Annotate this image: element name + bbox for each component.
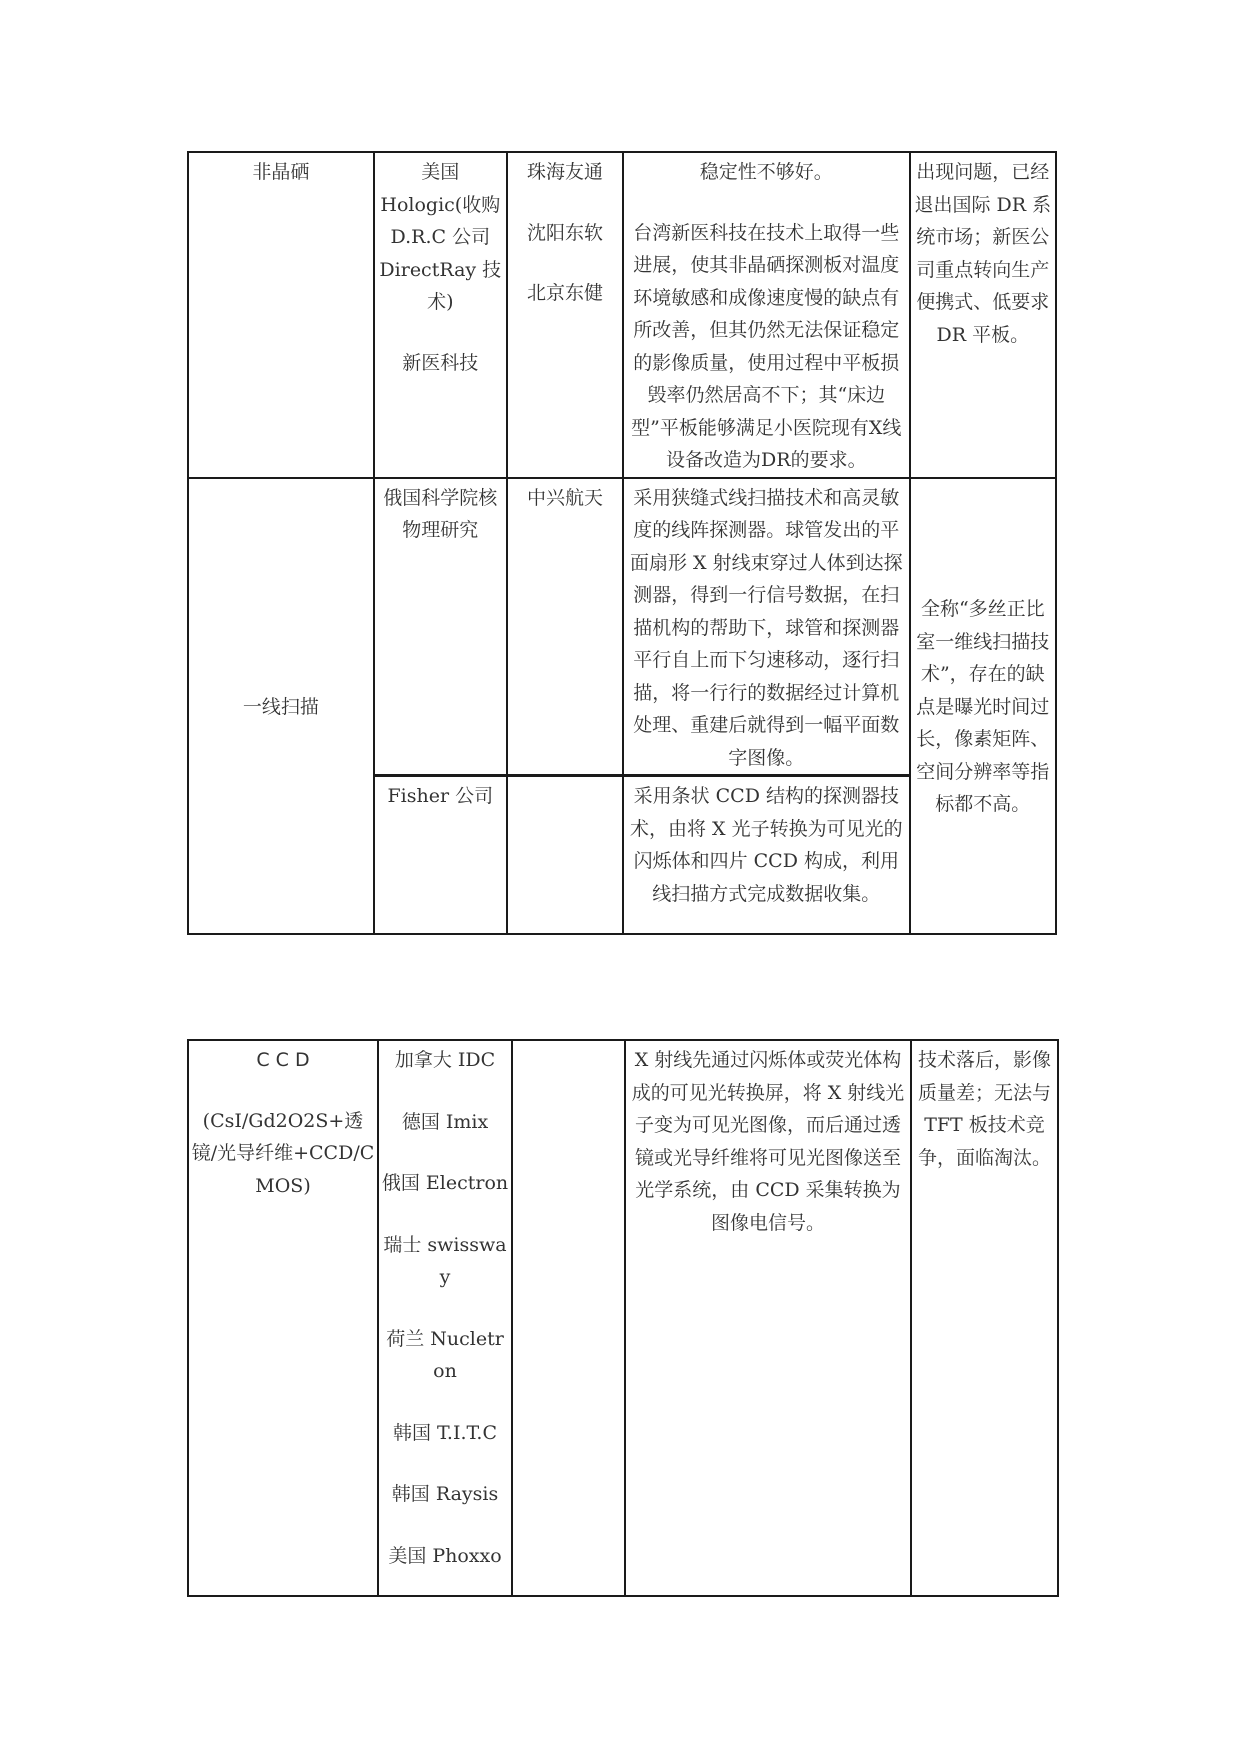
type-label: C C D — [256, 1049, 310, 1071]
type-label: 非晶硒 — [252, 161, 310, 183]
company-name: 俄国科学院核物理研究 — [383, 486, 498, 541]
description-paragraph: X 射线先通过闪烁体或荧光体构成的可见光转换屏，将 X 射线光子变为可见光图像，而后通过透镜或光导纤维将可见光图像送至光学系统，由 CCD 采集转换为图像电信号。 — [631, 1049, 905, 1234]
company-line: 术) — [427, 291, 454, 313]
type-label: 一线扫描 — [242, 695, 319, 718]
detector-table-2 — [187, 1039, 1059, 1597]
company-name: 美国 Phoxxo — [388, 1544, 502, 1567]
domestic-company: 中兴航天 — [526, 486, 603, 509]
remark-text: 技术落后，影像质量差；无法与 TFT 板技术竞争，面临淘汰。 — [917, 1049, 1051, 1169]
domestic-company: 珠海友通 — [526, 161, 603, 183]
spacer — [377, 319, 504, 347]
remark-cell — [910, 478, 1056, 934]
table-row — [188, 1040, 1058, 1596]
remark-text: 出现问题，已经退出国际 DR 系统市场；新医公司重点转向生产便携式、低要求 DR 平板。 — [914, 161, 1052, 346]
description-cell — [623, 776, 910, 934]
description-paragraph: 台湾新医科技在技术上取得一些进展，使其非晶硒探测板对温度环境敏感和成像速度慢的缺点有所改善，但其仍然无法保证稳定的影像质量，使用过程中平板损毁率仍然居高不下；其“床边型”平板能够满足小医院现有X线设备改造为DR的要求。 — [631, 221, 902, 471]
description-line: 稳定性不够好。 — [699, 161, 833, 183]
company-name: 韩国 T.I.T.C — [393, 1421, 497, 1444]
company-name: 俄国 Electron — [381, 1172, 509, 1194]
description-cell — [623, 478, 910, 776]
company-name: 瑞士 swissway — [383, 1233, 507, 1288]
domestic-cell — [512, 1040, 625, 1596]
remark-cell — [910, 152, 1056, 478]
spacer — [191, 1077, 375, 1105]
remark-cell — [911, 1040, 1058, 1596]
company-line: Hologic(收购 — [380, 193, 501, 216]
company-line: 美国 — [421, 161, 460, 183]
domestic-cell — [507, 478, 623, 776]
company-cell — [374, 152, 507, 478]
type-cell — [188, 1040, 378, 1596]
description-cell — [623, 152, 910, 478]
domestic-company: 北京东健 — [526, 282, 603, 304]
company-name: 荷兰 Nucletron — [386, 1327, 504, 1382]
table-row — [188, 152, 1056, 478]
description-paragraph: 采用条状 CCD 结构的探测器技术，由将 X 光子转换为可见光的闪烁体和四片 CCD 构成，利用线扫描方式完成数据收集。 — [630, 785, 903, 905]
domestic-cell — [507, 152, 623, 478]
company-cell — [378, 1040, 512, 1596]
detector-table-1 — [187, 151, 1057, 935]
company-name: 加拿大 IDC — [394, 1049, 496, 1071]
table-row — [188, 478, 1056, 776]
company-line: DirectRay 技 — [379, 258, 502, 281]
type-cell — [188, 478, 374, 934]
domestic-cell — [507, 776, 623, 934]
spacer — [626, 189, 907, 217]
type-detail: (CsI/Gd2O2S+透镜/光导纤维+CCD/CMOS) — [191, 1109, 375, 1197]
description-paragraph: 采用狭缝式线扫描技术和高灵敏度的线阵探测器。球管发出的平面扇形 X 射线束穿过人体到达探测器，得到一行信号数据，在扫描机构的帮助下，球管和探测器平行自上而下匀速移动，逐行扫描，将一行行的数据经过计算机处理、重建后就得到一幅平面数字图像。 — [630, 486, 903, 769]
company-cell — [374, 776, 507, 934]
company-cell — [374, 478, 507, 776]
description-cell — [625, 1040, 911, 1596]
company-line: D.R.C 公司 — [390, 226, 491, 248]
type-cell — [188, 152, 374, 478]
company-line: 新医科技 — [402, 351, 479, 374]
company-name: 德国 Imix — [401, 1110, 489, 1133]
company-name: Fisher 公司 — [387, 785, 494, 807]
remark-text: 全称“多丝正比室一维线扫描技术”，存在的缺点是曝光时间过长，像素矩阵、空间分辨率等指标都不高。 — [916, 598, 1050, 816]
spacer — [510, 249, 620, 277]
spacer — [510, 189, 620, 217]
company-name: 韩国 Raysis — [391, 1483, 499, 1505]
domestic-company: 沈阳东软 — [526, 221, 603, 244]
